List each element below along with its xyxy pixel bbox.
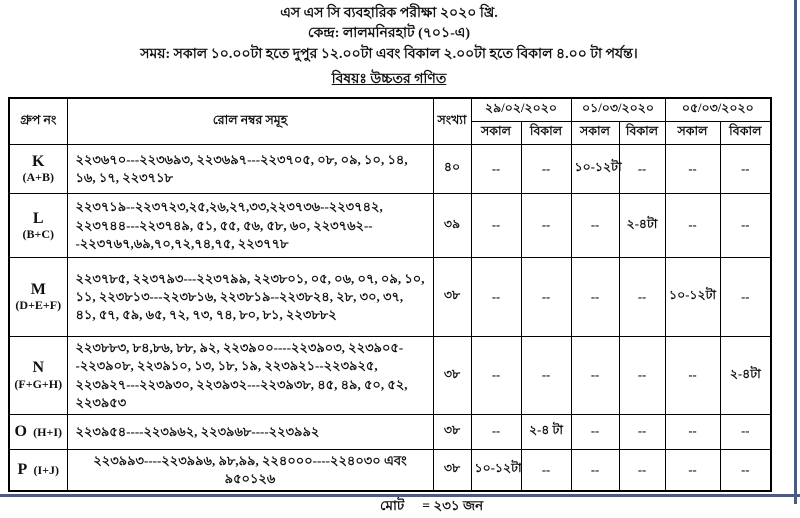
time-cell: --	[720, 194, 771, 258]
group-letter: O	[14, 422, 27, 440]
group-subgroup: (B+C)	[22, 226, 54, 241]
time-cell: --	[471, 145, 521, 194]
time-cell: --	[571, 337, 619, 415]
document-header	[8, 4, 770, 90]
group-cell	[9, 337, 67, 415]
rolls-cell: ২২৩৯৫৪----২২৩৯৬২, ২২৩৯৬৮----২২৩৯৯২	[67, 414, 433, 449]
doc-title: এস এস সি ব্যবহারিক পরীক্ষা ২০২০ খ্রি.	[280, 6, 498, 21]
count-cell: ৩৮	[433, 337, 471, 415]
time-cell: --	[619, 449, 665, 491]
time-cell: --	[619, 145, 665, 194]
table-row	[9, 449, 771, 491]
group-letter: P	[17, 460, 28, 478]
rolls-cell: ২২৩৯৯৩----২২৩৯৯৬, ৯৮,৯৯, ২২৪০০০----২২৪০৩০ এবং ৯৫০১২৬	[67, 449, 433, 491]
total-label: মোট	[380, 498, 405, 514]
table-row	[9, 145, 771, 194]
time-cell: --	[521, 337, 571, 415]
group-letter: N	[32, 359, 45, 377]
time-cell: --	[665, 337, 720, 415]
count-cell: ৩৮	[433, 414, 471, 449]
time-cell: --	[521, 449, 571, 491]
time-cell: ১০-১২টা	[571, 145, 619, 194]
group-cell	[9, 194, 67, 258]
group-subgroup: (H+I)	[33, 424, 63, 439]
time-cell: --	[665, 145, 720, 194]
group-subgroup: (I+J)	[33, 462, 60, 477]
count-cell: ৪০	[433, 145, 471, 194]
time-cell: --	[571, 194, 619, 258]
time-cell: --	[665, 449, 720, 491]
date-header: ০৫/০৩/২০২০	[665, 98, 771, 122]
group-cell	[9, 258, 67, 337]
date-header: ০১/০৩/২০২০	[571, 98, 665, 122]
count-cell: ৩৮	[433, 449, 471, 491]
time-cell: --	[471, 194, 521, 258]
time-cell: --	[571, 414, 619, 449]
page-right-border	[794, 0, 797, 504]
time-cell: --	[619, 337, 665, 415]
time-cell: ১০-১২টা	[665, 258, 720, 337]
group-letter: K	[32, 153, 45, 171]
time-cell: --	[471, 414, 521, 449]
time-cell: --	[665, 414, 720, 449]
session-header-morning: সকাল	[471, 122, 521, 145]
group-cell	[9, 414, 67, 449]
time-cell: --	[521, 145, 571, 194]
group-subgroup: (A+B)	[22, 170, 54, 185]
time-cell: ২-৪টা	[619, 194, 665, 258]
total-value: = ২৩১ জন	[422, 498, 484, 514]
table-row	[9, 194, 771, 258]
time-cell: --	[619, 414, 665, 449]
col-header-group: গ্রুপ নং	[9, 98, 67, 145]
time-cell: --	[720, 145, 771, 194]
count-cell: ৩৯	[433, 194, 471, 258]
group-subgroup: (D+E+F)	[15, 298, 62, 313]
doc-subject-line: বিষয়ঃ উচ্চতর গণিত	[331, 71, 447, 87]
session-header-afternoon: বিকাল	[720, 122, 771, 145]
time-cell: ১০-১২টা	[471, 449, 521, 491]
time-cell: --	[521, 258, 571, 337]
group-cell	[9, 145, 67, 194]
exam-schedule-table	[8, 97, 772, 492]
time-cell: --	[619, 258, 665, 337]
time-cell: --	[571, 449, 619, 491]
time-cell: --	[665, 194, 720, 258]
table-row	[9, 414, 771, 449]
page-bottom-border	[0, 494, 800, 497]
time-cell: ২-৪টা	[720, 337, 771, 415]
total-row	[380, 495, 770, 518]
time-cell: --	[471, 337, 521, 415]
group-letter: M	[30, 281, 46, 299]
time-cell: --	[571, 258, 619, 337]
table-row	[9, 337, 771, 415]
session-header-morning: সকাল	[665, 122, 720, 145]
count-cell: ৩৮	[433, 258, 471, 337]
date-header: ২৯/০২/২০২০	[471, 98, 571, 122]
session-header-afternoon: বিকাল	[619, 122, 665, 145]
col-header-count: সংখ্যা	[433, 98, 471, 145]
session-header-afternoon: বিকাল	[521, 122, 571, 145]
document-page	[8, 4, 770, 518]
doc-time-line: সময়: সকাল ১০.০০টা হতে দুপুর ১২.০০টা এবং বিকাল ২.০০টা হতে বিকাল ৪.০০ টা পর্যন্ত।	[140, 46, 638, 62]
group-subgroup: (F+G+H)	[14, 376, 63, 391]
time-cell: --	[720, 258, 771, 337]
time-cell: --	[720, 449, 771, 491]
doc-center-line: কেন্দ্র: লালমনিরহাট (৭০১-এ)	[307, 26, 471, 42]
time-cell: --	[720, 414, 771, 449]
time-cell: ২-৪ টা	[521, 414, 571, 449]
group-letter: L	[32, 209, 44, 227]
col-header-rolls: রোল নম্বর সমূহ	[67, 98, 433, 145]
time-cell: --	[471, 258, 521, 337]
session-header-morning: সকাল	[571, 122, 619, 145]
group-cell	[9, 449, 67, 491]
table-row	[9, 258, 771, 337]
rolls-cell: ২২৩৭১৯--২২৩৭২৩,২৫,২৬,২৭,৩৩,২২৩৭৩৬--২২৩৭৪২, ২২৩৭৪৪---২২৩৭৪৯, ৫১, ৫৫, ৫৬, ৫৮, ৬০, ২২৩৭৬২---২২৩৭৬৭,৬৯,৭০,৭২,৭৪,৭৫, ২২৩৭৭৮	[67, 194, 433, 258]
rolls-cell: ২২৩৮৮৩, ৮৪,৮৬, ৮৮, ৯২, ২২৩৯০০----২২৩৯০৩, ২২৩৯০৫--২২৩৯০৮, ২২৩৯১০, ১৩, ১৮, ১৯, ২২৩৯২১--২২৩৯২৫, ২২৩৯২৭---২২৩৯৩০, ২২৩৯৩২---২২৩৯৩৮, ৪৫, ৪৯, ৫০, ৫২, ২২৩৯৫৩	[67, 337, 433, 415]
rolls-cell: ২২৩৭৮৫, ২২৩৭৯৩---২২৩৭৯৯, ২২৩৮০১, ০৫, ০৬, ০৭, ০৯, ১০, ১১, ২২৩৮১৩---২২৩৮১৬, ২২৩৮১৯--২২৩৮২৪, ২৮, ৩০, ৩৭, ৪১, ৫৭, ৫৯, ৬৫, ৭২, ৭৩, ৭৪, ৮০, ৮১, ২২৩৮৮২	[67, 258, 433, 337]
rolls-cell: ২২৩৬৭০---২২৩৬৯৩, ২২৩৬৯৭---২২৩৭০৫, ০৮, ০৯, ১০, ১৪, ১৬, ১৭, ২২৩৭১৮	[67, 145, 433, 194]
time-cell: --	[521, 194, 571, 258]
